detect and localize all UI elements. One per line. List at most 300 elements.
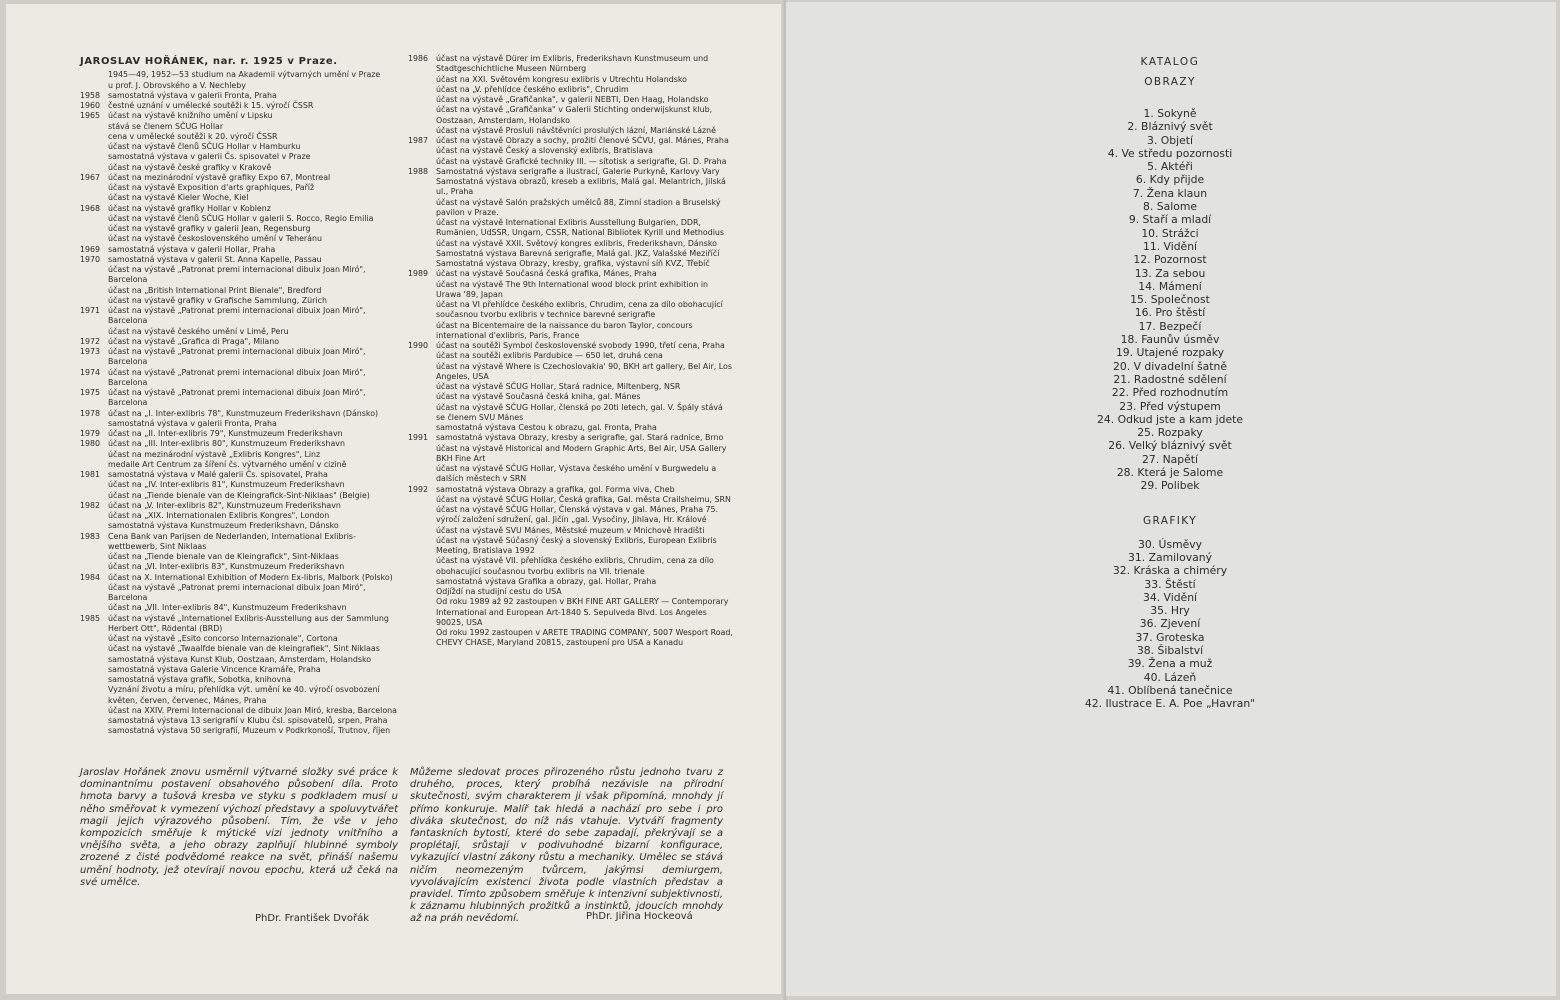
biography-entry — [80, 265, 400, 286]
entry-year — [80, 450, 108, 460]
biography-entry — [80, 163, 400, 173]
biography-entry — [80, 644, 400, 654]
biography-entry — [80, 204, 400, 214]
biography-entry — [80, 91, 400, 101]
entry-year — [80, 327, 108, 337]
biography-entry — [80, 470, 400, 480]
entry-year — [408, 280, 436, 301]
catalog-item: 2. Bláznivý svět — [1127, 120, 1213, 134]
entry-year — [408, 423, 436, 433]
biography-entry — [80, 460, 400, 470]
entry-text: účast na výstavě „Grafičanka", v galerii NEBTI, Den Haag, Holandsko — [436, 95, 709, 104]
entry-text: účast na výstavě „Internationel Exlibris-Ausstellung aus der Sammlung Herbert Ott", Rödental (BRD) — [108, 613, 389, 633]
entry-year — [80, 296, 108, 306]
entry-year — [408, 198, 436, 219]
entry-year — [408, 85, 436, 95]
entry-year — [408, 239, 436, 249]
catalog-item: 4. Ve středu pozornosti — [1107, 146, 1233, 160]
entry-text: cena v umělecké soutěži k 20. výročí ČSSR — [108, 131, 278, 141]
signature-right: PhDr. Jiřina Hockeová — [586, 911, 693, 922]
entry-text: účast na výstavě českého umění v Limě, Peru — [108, 326, 289, 336]
biography-entry — [80, 234, 400, 244]
entry-year: 1983 — [80, 531, 101, 541]
biography-entry — [80, 552, 400, 562]
catalog-item: 31. Zamilovaný — [1128, 550, 1212, 564]
biography-entry — [80, 511, 400, 521]
biography-entry — [408, 54, 733, 75]
entry-year: 1960 — [80, 101, 101, 110]
entry-year — [408, 177, 436, 198]
entry-text: účast na výstavě SVU Mánes, Městské muzeum v Mnichově Hradišti — [436, 525, 705, 535]
entry-year — [80, 675, 108, 685]
entry-year: 1984 — [80, 572, 101, 582]
entry-year: 1978 — [80, 408, 101, 418]
biography-entry — [408, 136, 733, 146]
biography-column-right — [408, 54, 733, 649]
entry-text: účast na výstavě Dürer im Exlibris, Frederikshavn Kunstmuseum und Stadtgeschichtliche Museen Nürnberg — [436, 54, 709, 74]
biography-entry — [408, 628, 733, 649]
entry-text: Samostatná výstava serigrafie a ilustrací, Galerie Purkyně, Karlovy Vary — [436, 166, 720, 176]
biography-heading: JAROSLAV HOŘÁNEK, nar. r. 1925 v Praze. — [80, 56, 338, 67]
entry-text: účast na „I. Inter-exlibris 78", Kunstmuzeum Frederikshavn (Dánsko) — [108, 408, 379, 418]
entry-text: účast na výstavě „Twaalfde bienale van de kleingrafiek", Sint Niklaas — [108, 644, 380, 654]
entry-text: samostatná výstava v galerii St. Anna Kapelle, Passau — [108, 254, 322, 264]
entry-year: 1987 — [408, 136, 429, 145]
biography-entry — [80, 347, 400, 368]
entry-year: 1958 — [80, 90, 101, 100]
catalog-item: 32. Kráska a chiméry — [1112, 564, 1228, 578]
entry-year — [80, 706, 108, 716]
entry-year — [80, 460, 108, 470]
entry-year — [80, 521, 108, 531]
entry-year: 1990 — [408, 341, 429, 350]
catalog-item: 25. Rozpaky — [1137, 426, 1203, 440]
biography-entry — [408, 392, 733, 402]
biography-entry — [408, 85, 733, 95]
entry-text: účast na výstavě grafiky v Grafische Sammlung, Zürich — [108, 295, 327, 305]
entry-text: samostatná výstava Cestou k obrazu, gal. Fronta, Praha — [436, 423, 657, 432]
biography-entry — [80, 716, 400, 726]
biography-entry — [80, 409, 400, 419]
entry-text: účast na výstavě Současná česká grafika, Mánes, Praha — [436, 269, 657, 279]
entry-text: účast na výstavě „Patronat premi internacional dibuix Joan Miró", Barcelona — [108, 347, 366, 367]
entry-text: účast na výstavě „Grafica di Praga", Milano — [108, 336, 280, 346]
biography-entry — [408, 341, 733, 351]
biography-entry — [80, 193, 400, 203]
entry-text: účast na výstavě Where is Czechoslovakia' 90, BKH art gallery, Bel Air, Los Angeles, USA — [436, 361, 732, 381]
entry-year: 1988 — [408, 166, 429, 176]
biography-entry — [408, 269, 733, 279]
entry-text: účast na výstavě SČUG Hollar, členská po 20ti letech, gal. V. Špály stává se členem SVU Mánes — [436, 402, 723, 422]
catalog-item: 6. Kdy přijde — [1135, 173, 1205, 187]
entry-text: Odjíždí na studijní cestu do USA — [436, 587, 562, 596]
biography-entry — [408, 105, 733, 126]
entry-text: účast na výstavě Kieler Woche, Kiel — [108, 193, 249, 203]
entry-text: účast na „II. Inter-exlibris 79", Kunstmuzeum Frederikshavn — [108, 429, 343, 438]
entry-year — [80, 286, 108, 296]
biography-entry — [408, 556, 733, 577]
biography-entry — [80, 245, 400, 255]
entry-year — [408, 392, 436, 402]
entry-year — [408, 157, 436, 167]
biography-entry — [80, 583, 400, 604]
biography-entry — [80, 419, 400, 429]
entry-text: účast na „IV. Inter-exlibris 81", Kunstmuzeum Frederikshavn — [108, 480, 345, 490]
catalog-item: 9. Staří a mladí — [1128, 213, 1212, 227]
biography-entry — [408, 505, 733, 526]
entry-text: účast na X. International Exhibition of Modern Ex-libris, Malbork (Polsko) — [108, 572, 393, 582]
entry-text: samostatná výstava grafik, Sobotka, knihovna — [108, 675, 292, 684]
biography-list-right — [408, 54, 733, 649]
entry-year: 1981 — [80, 470, 101, 479]
entry-text: účast na „V. přehlídce českého exlibris", Chrudim — [436, 84, 629, 94]
catalog-section — [1040, 56, 1300, 710]
biography-entry — [408, 362, 733, 383]
entry-text: Od roku 1992 zastoupen v ARETE TRADING COMPANY, 5007 Wesport Road, CHEVY CHASE, Maryland 20815, zastoupení pro USA a Kanadu — [436, 628, 733, 648]
paintings-list — [1040, 107, 1300, 493]
entry-year — [408, 300, 436, 321]
catalog-item: 17. Bezpečí — [1138, 319, 1202, 333]
entry-text: účast na výstavě členů SČUG Hollar v Hamburku — [108, 142, 301, 151]
catalog-item: 20. V divadelní šatně — [1112, 359, 1227, 373]
entry-text: Samostatná výstava Obrazy, kresby, grafika, výstavní síň KVZ, Třebíč — [436, 259, 710, 268]
biography-entry — [408, 485, 733, 495]
biography-entry — [408, 321, 733, 342]
entry-year — [408, 628, 436, 649]
catalog-item: 24. Odkud jste a kam jdete — [1097, 412, 1243, 426]
catalog-item: 12. Pozornost — [1133, 253, 1207, 267]
biography-entry — [80, 562, 400, 572]
entry-year: 1980 — [80, 439, 101, 449]
biography-entry — [408, 423, 733, 433]
entry-text: účast na VI přehlídce českého exlibris, Chrudim, cena za dílo obohacující současnou tvorbu exlibris v technice barevné serigrafie — [436, 300, 723, 320]
entry-year — [80, 81, 108, 91]
entry-year: 1973 — [80, 347, 101, 356]
biography-list-left — [80, 70, 400, 736]
biography-entry — [80, 306, 400, 327]
entry-year — [80, 193, 108, 203]
biography-entry — [80, 142, 400, 152]
entry-year: 1991 — [408, 433, 429, 443]
biography-entry — [408, 95, 733, 105]
entry-text: účast na výstavě Současná česká kniha, gal. Mánes — [436, 392, 641, 402]
biography-entry — [80, 224, 400, 234]
entry-year — [80, 214, 108, 224]
entry-year — [80, 142, 108, 152]
entry-year: 1989 — [408, 269, 429, 279]
entry-year — [80, 419, 108, 429]
entry-text: účast na soutěži exlibris Pardubice — 650 let, druhá cena — [436, 351, 663, 361]
entry-text: u prof. J. Obrovského a V. Nechleby — [108, 80, 246, 90]
entry-text: samostatná výstava 50 serigrafií, Muzeum v Podkrkonoší, Trutnov, říjen — [108, 726, 391, 736]
biography-entry — [408, 218, 733, 239]
entry-text: samostatná výstava Kunstmuzeum Frederikshavn, Dánsko — [108, 521, 339, 531]
biography-entry — [408, 75, 733, 85]
catalog-item: 38. Šibalství — [1136, 643, 1204, 657]
biography-entry — [80, 122, 400, 132]
catalog-item: 19. Utajené rozpaky — [1115, 346, 1225, 360]
entry-text: účast na výstavě „Patronat premi internacional dibuix Joan Miró", Barcelona — [108, 306, 366, 326]
catalog-item: 35. Hry — [1150, 604, 1190, 618]
biography-entry — [80, 450, 400, 460]
biography-entry — [80, 70, 400, 80]
entry-text: účast na „Tiende bienale van de Kleingrafick", Sint-Niklaas — [108, 552, 339, 561]
entry-year — [408, 259, 436, 269]
catalog-item: 42. Ilustrace E. A. Poe „Havran" — [1084, 697, 1256, 711]
entry-text: 1945—49, 1952—53 studium na Akademii výtvarných umění v Praze — [108, 70, 381, 80]
biography-entry — [408, 403, 733, 424]
entry-year — [408, 126, 436, 136]
entry-text: účast na výstavě grafiky v galerii Jean, Regensburg — [108, 224, 311, 233]
entry-text: účast na „VI. Inter-exlibris 83", Kunstmuzeum Frederikshavn — [108, 562, 345, 572]
entry-text: účast na výstavě SČUG Hollar, Výstava českého umění v Burgwedelu a dalších městech v SRN — [436, 464, 717, 484]
entry-year — [80, 634, 108, 644]
catalog-item: 41. Oblíbená tanečnice — [1107, 683, 1233, 697]
catalog-item: 5. Aktéři — [1147, 160, 1193, 174]
catalog-item: 23. Před výstupem — [1119, 399, 1221, 413]
essay-left: Jaroslav Hořánek znovu usměrnil výtvarné složky své práce k dominantnímu postavení obsahového působení díla. Proto hmota barvy a tušová kresba ve styku s podkladem musí u něho směřovat k vymezení výchozí představy a spoluvytvářet magii jejich výrazového působení. Tím, že vše v jeho kompozicích směřuje k mýtické vizi jednoty vnitřního a vnějšího světa, a jeho obrazy zaplňují hlubinné symboly zrozené z čisté podvědomé reakce na svět, přináší našemu umění hodnoty, jež otevírají novou epochu, která už čeká na své umělce. — [80, 767, 398, 888]
entry-year — [408, 495, 436, 505]
catalog-item: 13. Za sebou — [1134, 266, 1206, 280]
entry-year — [408, 526, 436, 536]
biography-entry — [80, 286, 400, 296]
entry-year — [408, 464, 436, 485]
entry-text: samostatná výstava v galerii Fronta, Praha — [108, 90, 277, 100]
entry-year — [80, 70, 108, 80]
prints-list — [1040, 538, 1300, 711]
entry-text: účast na výstavě české grafiky v Krakově — [108, 162, 272, 172]
biography-entry — [80, 706, 400, 716]
entry-text: účast na soutěži Symbol československé svobody 1990, třetí cena, Praha — [436, 341, 725, 350]
biography-entry — [80, 521, 400, 531]
catalog-item: 21. Radostné sdělení — [1113, 372, 1227, 386]
entry-text: účast na výstavě SČUG Hollar, Členská výstava v gal. Mánes, Praha 75. výročí založení sdružení, gal. Jičín „gal. Vysočiny, Jihlava, Hr. Králové — [436, 505, 719, 525]
entry-year — [408, 95, 436, 105]
entry-text: účast na výstavě The 9th International wood block print exhibition in Urawa '89, Japan — [436, 279, 709, 299]
biography-entry — [408, 577, 733, 587]
entry-year — [408, 75, 436, 85]
entry-text: účast na XXIV. Premi Internacional de dibuix Joan Miró, kresba, Barcelona — [108, 705, 398, 715]
catalog-item: 30. Úsměvy — [1137, 537, 1203, 551]
entry-text: samostatná výstava v galerii Fronta, Praha — [108, 418, 277, 428]
biography-entry — [408, 177, 733, 198]
entry-year — [408, 351, 436, 361]
entry-text: účast na výstavě „Patronat premi internacional dibuix Joan Miró", Barcelona — [108, 582, 366, 602]
biography-entry — [408, 167, 733, 177]
catalog-item: 22. Před rozhodnutím — [1111, 386, 1229, 400]
biography-entry — [80, 655, 400, 665]
catalog-item: 27. Napětí — [1141, 452, 1199, 466]
entry-year — [408, 403, 436, 424]
entry-year — [408, 362, 436, 383]
entry-text: samostatná výstava Grafika a obrazy, gal. Hollar, Praha — [436, 576, 657, 586]
entry-year — [80, 265, 108, 286]
catalog-item: 15. Společnost — [1130, 293, 1210, 307]
biography-entry — [80, 183, 400, 193]
biography-entry — [80, 675, 400, 685]
entry-year — [80, 480, 108, 490]
biography-entry — [80, 337, 400, 347]
biography-entry — [408, 126, 733, 136]
entry-text: účast na výstavě „Patronat premi internacional dibuix Joan Miró", Barcelona — [108, 388, 366, 408]
catalog-item: 16. Pro štěstí — [1134, 306, 1206, 320]
entry-text: Samostatná výstava Barevná serigrafie, Malá gal. JKZ, Valašské Meziříčí — [436, 248, 720, 258]
biography-entry — [80, 439, 400, 449]
entry-text: účast na výstavě Obrazy a sochy, prožití členové SČVU, gal. Mánes, Praha — [436, 136, 729, 145]
entry-text: samostatná výstava v Malé galerii Čs. spisovatel, Praha — [108, 470, 328, 479]
biography-entry — [408, 433, 733, 443]
biography-entry — [408, 536, 733, 557]
biography-entry — [80, 634, 400, 644]
entry-year — [408, 597, 436, 628]
entry-text: účast na XXI. Světovém kongresu exlibris v Utrechtu Holandsko — [436, 74, 688, 84]
biography-entry — [80, 111, 400, 121]
prints-title: GRAFIKY — [1142, 514, 1198, 527]
entry-year — [80, 603, 108, 613]
biography-entry — [80, 255, 400, 265]
entry-year: 1979 — [80, 429, 101, 438]
entry-year: 1970 — [80, 254, 101, 264]
entry-year — [80, 183, 108, 193]
entry-year — [80, 562, 108, 572]
entry-year — [80, 583, 108, 604]
entry-text: účast na „III. Inter-exlibris 80", Kunstmuzeum Frederikshavn — [108, 439, 345, 449]
catalog-item: 11. Vidění — [1142, 239, 1198, 253]
entry-text: samostatná výstava v galerii Hollar, Praha — [108, 244, 276, 254]
biography-entry — [80, 614, 400, 635]
catalog-item: 33. Štěstí — [1144, 577, 1196, 591]
entry-text: účast na „VII. Inter-exlibris 84", Kunstmuzeum Frederikshavn — [108, 603, 347, 613]
biography-entry — [80, 368, 400, 389]
biography-entry — [80, 296, 400, 306]
entry-text: medaile Art Centrum za šíření čs. výtvarného umění v cizině — [108, 459, 347, 469]
entry-year: 1972 — [80, 336, 101, 346]
biography-entry — [408, 198, 733, 219]
entry-year — [408, 444, 436, 465]
entry-text: účast na výstavě VII. přehlídka českého exlibris, Chrudim, cena za dílo obohacující současnou tvorbu exlibris na VII. trienale — [436, 556, 714, 576]
biography-entry — [408, 280, 733, 301]
entry-year — [80, 163, 108, 173]
biography-entry — [408, 444, 733, 465]
biography-entry — [80, 214, 400, 224]
entry-year — [80, 685, 108, 706]
entry-text: účast na „British International Print Bienale", Bredford — [108, 285, 322, 295]
catalog-item: 29. Polibek — [1140, 479, 1200, 493]
entry-text: účast na výstavě Salón pražských umělců 88, Zimní stadion a Bruselský pavilon v Praze. — [436, 197, 721, 217]
biography-entry — [408, 351, 733, 361]
entry-year: 1968 — [80, 203, 101, 213]
catalog-title: KATALOG — [1140, 56, 1200, 68]
biography-entry — [80, 573, 400, 583]
entry-text: účast na výstavě Český a slovenský exlibris, Bratislava — [436, 146, 653, 156]
entry-text: účast na mezinárodní výstavě „Exlibris Kongres", Linz — [108, 449, 321, 459]
entry-year — [80, 511, 108, 521]
biography-column-left — [80, 57, 400, 737]
entry-text: účast na výstavě knižního umění v Lipsku — [108, 111, 273, 121]
entry-text: účast na Bicentemaire de la naissance du baron Taylor, concours international d'exlibris, Paris, France — [436, 320, 693, 340]
biography-entry — [408, 259, 733, 269]
catalog-item: 1. Sokyně — [1143, 107, 1197, 120]
entry-year — [408, 587, 436, 597]
biography-entry — [80, 603, 400, 613]
catalog-item: 3. Objetí — [1147, 133, 1193, 147]
biography-entry — [408, 146, 733, 156]
biography-entry — [408, 300, 733, 321]
entry-year — [408, 382, 436, 392]
entry-text: Od roku 1989 až 92 zastoupen v BKH FINE ART GALLERY — Contemporary International and European Art-1840 S. Sepulveda Blvd. Los Angeles 90025, USA — [436, 597, 729, 627]
entry-year — [408, 218, 436, 239]
catalog-item: 40. Lázeň — [1143, 670, 1197, 684]
entry-text: účast na výstavě československého umění v Teheránu — [108, 234, 323, 244]
entry-year — [80, 655, 108, 665]
biography-entry — [80, 81, 400, 91]
entry-year: 1982 — [80, 500, 101, 510]
biography-entry — [80, 501, 400, 511]
catalog-item: 7. Žena klaun — [1132, 186, 1208, 200]
entry-year — [408, 577, 436, 587]
entry-text: čestné uznání v umělecké soutěži k 15. výročí ČSSR — [108, 101, 314, 110]
biography-entry — [80, 480, 400, 490]
catalog-item: 18. Faunův úsměv — [1120, 333, 1220, 347]
entry-text: samostatná výstava Kunst Klub, Oostzaan, Amsterdam, Holandsko — [108, 654, 372, 664]
entry-year — [408, 105, 436, 126]
entry-year: 1967 — [80, 172, 101, 182]
entry-text: účast na výstavě „Patronat premi internacional dibuix Joan Miró", Barcelona — [108, 367, 366, 387]
biography-entry — [80, 101, 400, 111]
biography-entry — [408, 464, 733, 485]
biography-entry — [80, 429, 400, 439]
biography-entry — [80, 388, 400, 409]
entry-text: Cena Bank van Parijsen de Nederlanden, International Exlibris-wettbewerb, Sint Niklaas — [108, 531, 356, 551]
biography-entry — [80, 665, 400, 675]
entry-text: účast na výstavě Grafické techniky III. — sítotisk a serigrafie, Gl. D. Praha — [436, 156, 727, 166]
catalog-item: 14. Mámení — [1138, 279, 1202, 293]
biography-entry — [408, 587, 733, 597]
entry-year — [408, 321, 436, 342]
entry-text: stává se členem SČUG Hollar — [108, 121, 224, 131]
entry-text: účast na výstavě International Exlibris Ausstellung Bulgarien, DDR, Rumänien, UdSSR, Ungarn, CSSR, National Bibliotek Kyrill und Methodius — [436, 218, 725, 238]
biography-entry — [408, 597, 733, 628]
entry-year — [408, 556, 436, 577]
entry-year — [80, 122, 108, 132]
signature-left: PhDr. František Dvořák — [255, 913, 370, 924]
biography-entry — [80, 532, 400, 553]
essay-right: Můžeme sledovat proces přirozeného růstu jednoho tvaru z druhého, proces, který probíhá nezávisle na přírodní skutečnosti, svým charakterem ji však připomíná, mnohdy jí přímo konkuruje. Malíř tak hledá a nachází pro sebe i pro diváka skutečnost, do níž nás vtahuje. Vytváří fragmenty fantaskních bytostí, které do sebe zapadají, překrývají se a proplétají, srůstají v podivuhodné bizarní konfigurace, vykazující vlastní zákony růstu a mechaniky. Umělec se stává ničím neomezeným tvůrcem, jakýmsi demiurgem, vyvolávajícím existenci života podle vlastních představ a pravidel. Tímto způsobem směřuje k intenzivní subjektivnosti, k záznamu hlubinných prožitků a instinktů, jdoucích mnohdy až na práh nevědomí. — [410, 767, 723, 925]
catalog-item: 10. Strážci — [1141, 226, 1199, 240]
biography-entry — [408, 382, 733, 392]
biography-entry — [80, 685, 400, 706]
catalog-item: 28. Která je Salome — [1116, 466, 1224, 480]
entry-text: účast na výstavě XXII. Světový kongres exlibris, Frederikshavn, Dánsko — [436, 238, 717, 248]
catalog-item: 8. Salome — [1143, 200, 1197, 214]
entry-text: Vyznání životu a míru, přehlídka výt. umění ke 40. výročí osvobození květen, červen, červenec, Mánes, Praha — [108, 685, 380, 705]
paintings-title: OBRAZY — [1144, 76, 1196, 88]
entry-text: účast na výstavě „Grafičanka" v Galerii Stichting onderwijskunst klub, Oostzaan, Amsterdam, Holandsko — [436, 105, 713, 125]
biography-entry — [408, 495, 733, 505]
entry-year — [80, 665, 108, 675]
entry-year: 1975 — [80, 388, 101, 397]
entry-year: 1971 — [80, 306, 101, 315]
biography-entry — [80, 327, 400, 337]
entry-text: účast na výstavě Historical and Modern Graphic Arts, Bel Air, USA Gallery BKH Fine Art — [436, 443, 727, 463]
entry-text: samostatná výstava v galerii Čs. spisovatel v Praze — [108, 152, 311, 162]
entry-year — [80, 224, 108, 234]
entry-year — [80, 491, 108, 501]
entry-year: 1986 — [408, 54, 429, 63]
entry-year — [408, 249, 436, 259]
entry-year — [408, 146, 436, 156]
entry-year: 1992 — [408, 484, 429, 494]
